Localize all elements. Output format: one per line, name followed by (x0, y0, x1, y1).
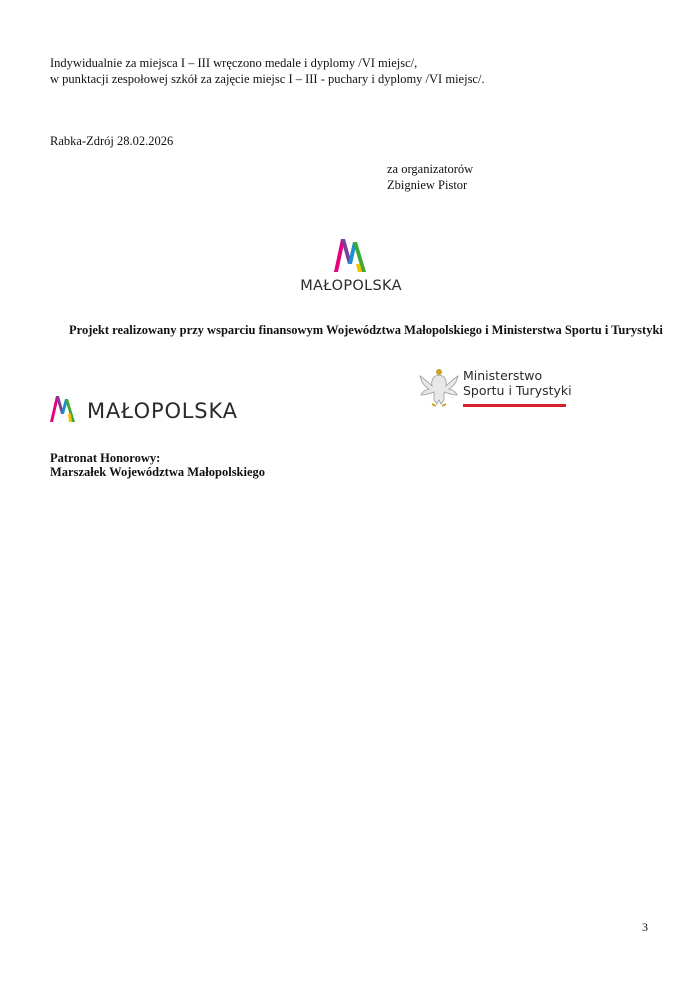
signature-name: Zbigniew Pistor (387, 178, 468, 192)
malopolska-brand-text-left: MAŁOPOLSKA (87, 399, 238, 423)
patronage-label: Patronat Honorowy: (50, 451, 161, 465)
funding-note: Projekt realizowany przy wsparciu finansowym Województwa Małopolskiego i Ministerstwa Sportu i Turystyki (69, 323, 663, 337)
patronage-name: Marszałek Województwa Małopolskiego (50, 465, 266, 479)
place-date: Rabka-Zdrój 28.02.2026 (50, 134, 174, 148)
ministry-name (463, 368, 572, 398)
ministry-red-bar (463, 404, 566, 407)
signature-role: za organizatorów (387, 162, 474, 176)
polish-eagle-emblem-icon (418, 364, 460, 408)
malopolska-logo-small-icon (49, 394, 79, 424)
results-paragraph-line-1: Indywidualnie za miejsca I – III wręczono medale i dyplomy /VI miejsc/, (50, 56, 418, 70)
ministry-line-1: Ministerstwo (463, 368, 543, 383)
ministry-line-2: Sportu i Turystyki (463, 383, 572, 398)
malopolska-brand-text: MAŁOPOLSKA (300, 278, 402, 294)
results-paragraph-line-2: w punktacji zespołowej szkół za zajęcie miejsc I – III - puchary i dyplomy /VI miejsc/. (50, 72, 485, 86)
page-number: 3 (642, 920, 648, 934)
